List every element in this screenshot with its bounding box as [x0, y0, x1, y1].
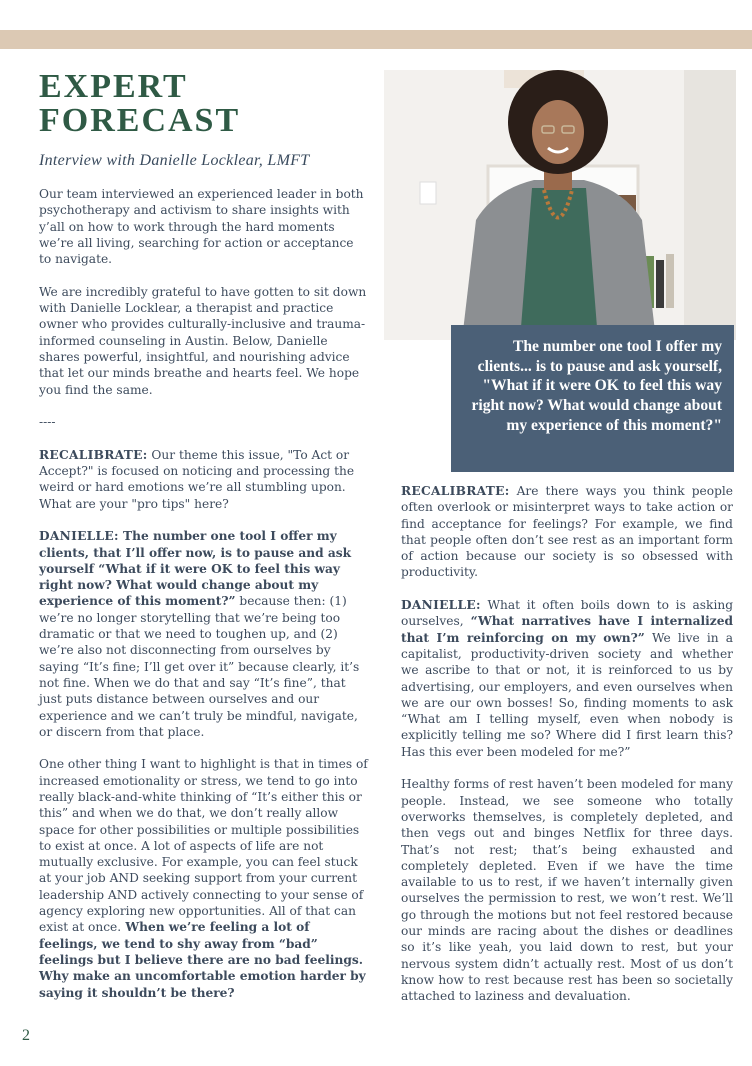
top-decorative-band [0, 30, 752, 49]
question-1 [39, 447, 369, 512]
answer-1-p2-emphasis: When we’re feeling a lot of feelings, we tend to shy away from “bad” feelings but I believe there are no bad feelings. Why make an uncomfortable emotion harder by saying it shouldn’t be there? [39, 920, 366, 1000]
pull-quote: The number one tool I offer my clients... is to pause and ask yourself, "What if it were OK to feel this way right now? What would change about my experience of this moment?" [451, 325, 734, 472]
intro-paragraph-1: Our team interviewed an experienced leader in both psychotherapy and activism to share insights with y’all on how to work through the hard moments we’re all living, searching for action or acceptance to navigate. [39, 187, 364, 267]
question-1-text: Our theme this issue, "To Act or Accept?" is focused on noticing and processing the weird or hard emotions we’re all stumbling upon. What are your "pro tips" here? [39, 447, 355, 511]
answer-1-p2-text: One other thing I want to highlight is that in times of increased emotionality or stress, we tend to go into really black-and-white thinking of “It’s either this or this” and when we do that, we don’t really allow space for other possibilities or multiple possibilities to exist at once. A lot of aspects of life are not mutually exclusive. For example, you can feel stuck at your job AND seeking support from your current leadership AND actively connecting to your sense of agency exploring new opportunities. All of that can exist at once. [39, 757, 368, 935]
portrait-photo [384, 70, 736, 340]
question-2 [401, 483, 733, 581]
answer-2-emphasis: “What narratives have I internalized that I’m reinforcing on my own?” [401, 614, 733, 645]
title-line-1: EXPERT [39, 68, 188, 105]
page-number: 2 [22, 1027, 30, 1044]
intro-paragraph-2: We are incredibly grateful to have gotten to sit down with Danielle Locklear, a therapist and practice owner who provides culturally-inclusive and trauma-informed counseling in Austin. Below, Danielle shares powerful, insightful, and nourishing advice that let our minds breathe and hearts feel. We hope you find the same. [39, 284, 367, 397]
answer-1-text: because then: (1) we’re no longer storytelling that we’re being too dramatic or that we need to toughen up, and (2) we’re also not disconnecting from ourselves by saying “It’s fine; I’ll get over it” because clearly, it’s not fine. When we do that and say “It’s fine”, that just puts distance between ourselves and our experience and we can’t truly be mindful, navigate, or discern from that place. [39, 594, 360, 739]
title-line-2: FORECAST [39, 102, 241, 139]
answer-1 [39, 528, 369, 740]
answer-2 [401, 597, 733, 760]
question-2-text: Are there ways you think people often overlook or misinterpret ways to take action or find acceptance for feelings? For example, we find that people often don’t see rest as an important form of action because our society is so obsessed with productivity. [401, 484, 733, 580]
interviewee-label: DANIELLE: [401, 598, 481, 613]
interviewer-label: RECALIBRATE: [39, 447, 148, 462]
answer-1-paragraph-2 [39, 756, 369, 1000]
interviewer-label: RECALIBRATE: [401, 484, 510, 498]
right-column [401, 483, 733, 1021]
page-title [39, 70, 369, 138]
section-divider: ---- [39, 415, 56, 430]
answer-2-text-1: What it often boils down to is asking ourselves, [401, 598, 733, 629]
interviewee-label: DANIELLE: [39, 529, 119, 544]
left-column [39, 186, 369, 1017]
page-subtitle: Interview with Danielle Locklear, LMFT [39, 152, 310, 169]
answer-2-text-2: We live in a capitalist, productivity-driven society and whether we ascribe to that or not, it is reinforced to us by advertising, our employers, and even ourselves when we are our own bosses! So, finding moments to ask “What am I telling myself, even when nobody is explicitly telling me so? Where did I first learn this? Has this ever been modeled for me?” [401, 630, 733, 759]
answer-2-paragraph-2: Healthy forms of rest haven’t been modeled for many people. Instead, we see someone who totally overworks themselves, is completely depleted, and then vegs out and binges Netflix for three days. That’s not rest; that’s being exhausted and completely depleted. Even if we have the time available to us to rest, if we haven’t internally given ourselves the permission to rest, we won’t rest. We’ll go through the motions but not feel restored because our minds are racing about the dishes or deadlines so it’s like yeah, you laid down to rest, but your nervous system didn’t actually rest. Most of us don’t know how to rest because rest has been so societally attached to laziness and devaluation. [401, 777, 733, 1004]
answer-1-emphasis: The number one tool I offer my clients, that I’ll offer now, is to pause and ask yourself “What if it were OK to feel this way right now? What would change about my experience of this moment?” [39, 529, 352, 609]
portrait-illustration [384, 70, 736, 340]
